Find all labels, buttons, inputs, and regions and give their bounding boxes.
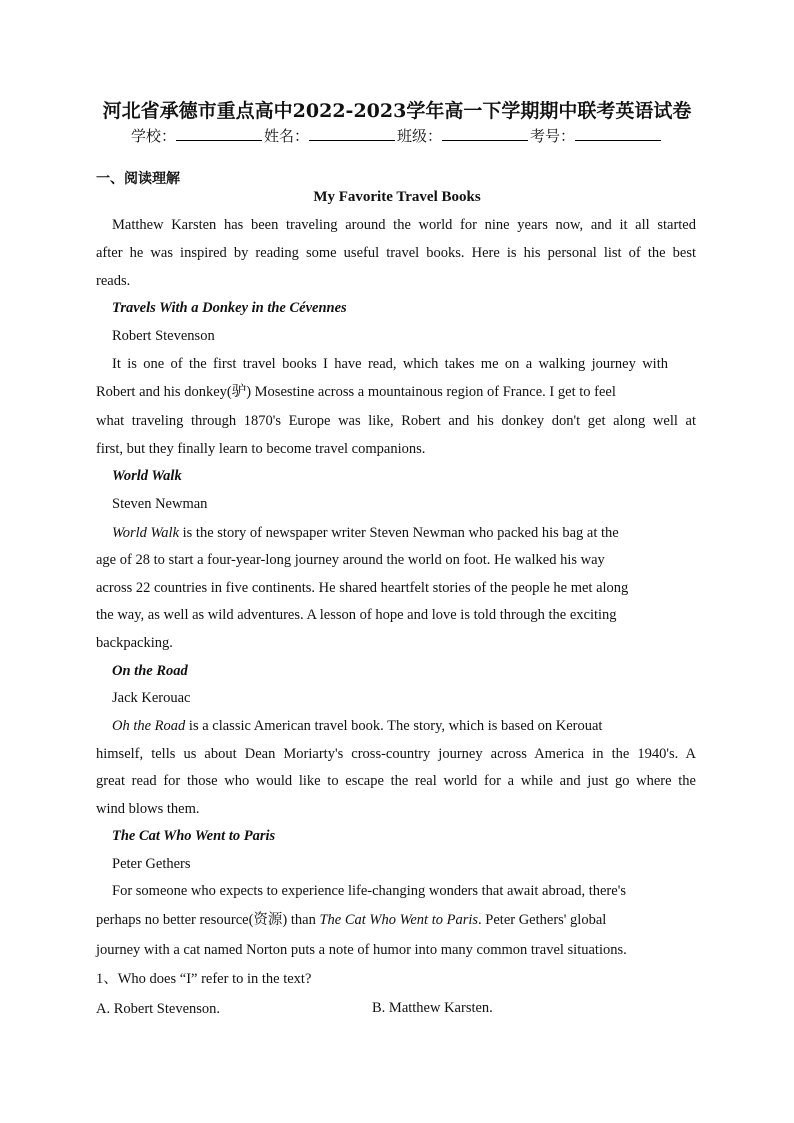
book-4-line-3: journey with a cat named Norton puts a note of humor into many common travel situations.: [96, 942, 627, 958]
intro-line-1: Matthew Karsten has been traveling around the world for nine years now, and it all started: [112, 217, 696, 233]
school-label: 学校：: [130, 127, 176, 145]
book-1-line-1: It is one of the first travel books I have read, which takes me on a walking journey with: [112, 356, 668, 372]
book-3-title: On the Road: [112, 663, 188, 679]
book-2-title: World Walk: [112, 468, 182, 484]
book-4-line-2: [96, 911, 696, 929]
book-3-author: Jack Kerouac: [112, 690, 191, 706]
question-stem: 1、Who does “I” refer to in the text?: [96, 971, 312, 987]
book-2-line-5: backpacking.: [96, 635, 173, 651]
book-1-author: Robert Stevenson: [112, 328, 215, 344]
book-3-line-2: himself, tells us about Dean Moriarty's cross-country journey across America in the 1940's. A: [96, 746, 696, 762]
exam-title: 河北省承德市重点高中2022-2023学年高一下学期期中联考英语试卷: [102, 100, 692, 122]
intro-line-3: reads.: [96, 273, 131, 289]
book-2-lead-title: World Walk: [112, 525, 180, 541]
option-a: A. Robert Stevenson.: [96, 1001, 221, 1017]
book-2-line-1: [112, 524, 712, 542]
section-heading: 一、阅读理解: [96, 171, 180, 187]
book-4-author: Peter Gethers: [112, 856, 191, 872]
book-2-line-2: age of 28 to start a four-year-long journey around the world on foot. He walked his way: [96, 552, 605, 568]
book-2-line-1-text: is the story of newspaper writer Steven Newman who packed his bag at the: [179, 525, 619, 541]
book-1-line-3: what traveling through 1870's Europe was like, Robert and his donkey don't get along well at: [96, 413, 696, 429]
class-label: 班级：: [397, 127, 443, 145]
book-3-line-1-text: is a classic American travel book. The story, which is based on Kerouat: [185, 718, 603, 734]
article-title: My Favorite Travel Books: [313, 189, 481, 205]
class-blank: [442, 126, 528, 141]
student-info-line: [0, 125, 794, 146]
book-2-line-3: across 22 countries in five continents. He shared heartfelt stories of the people he met along: [96, 580, 629, 596]
book-4-line-2-post: . Peter Gethers' global: [478, 912, 607, 928]
book-3-lead-title: Oh the Road: [112, 718, 186, 734]
book-4-line-1: For someone who expects to experience life-changing wonders that await abroad, there's: [112, 883, 626, 899]
option-b: B. Matthew Karsten.: [372, 1000, 493, 1016]
name-blank: [309, 126, 395, 141]
number-blank: [575, 126, 661, 141]
book-3-line-1: [112, 717, 712, 735]
book-3-line-4: wind blows them.: [96, 801, 200, 817]
name-label: 姓名：: [263, 127, 309, 145]
intro-line-2: after he was inspired by reading some useful travel books. Here is his personal list of the best: [96, 245, 696, 261]
book-1-title: Travels With a Donkey in the Cévennes: [112, 300, 347, 316]
school-blank: [176, 126, 262, 141]
book-4-line-2-pre: perhaps no better resource(资源) than: [96, 912, 320, 928]
book-2-author: Steven Newman: [112, 496, 208, 512]
number-label: 考号：: [530, 127, 576, 145]
book-1-line-4: first, but they finally learn to become travel companions.: [96, 441, 426, 457]
book-2-line-4: the way, as well as wild adventures. A lesson of hope and love is told through the exciting: [96, 607, 617, 623]
book-1-line-2: Robert and his donkey(驴) Mosestine across a mountainous region of France. I get to feel: [96, 384, 616, 400]
book-4-title: The Cat Who Went to Paris: [112, 828, 276, 844]
book-3-line-3: great read for those who would like to escape the real world for a while and just go where the: [96, 773, 696, 789]
book-4-line-2-title: The Cat Who Went to Paris: [319, 912, 479, 928]
